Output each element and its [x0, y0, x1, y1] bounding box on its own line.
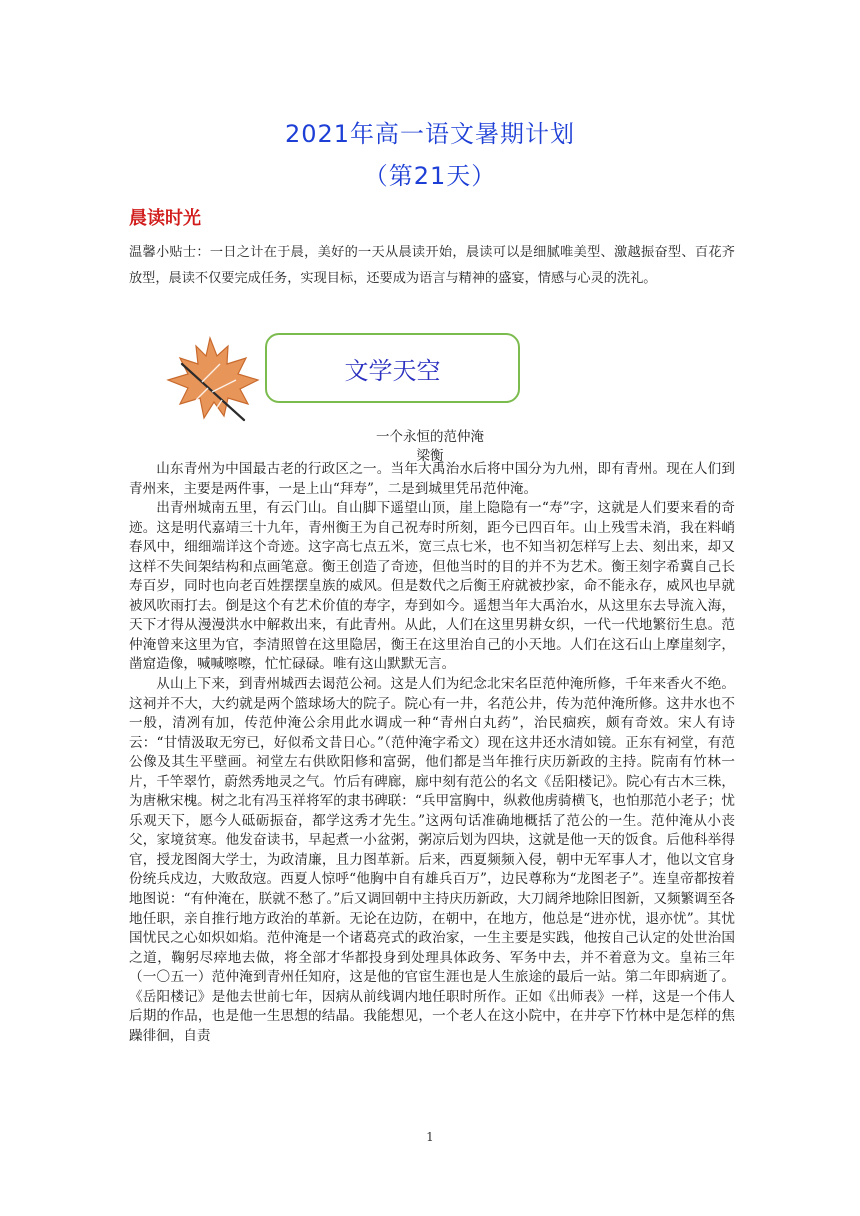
tip-paragraph: 温馨小贴士：一日之计在于晨，美好的一天从晨读开始，晨读可以是细腻唯美型、激越振奋型、百花齐放型，晨读不仅要完成任务，实现目标，还要成为语言与精神的盛宴，情感与心灵的洗礼。: [129, 245, 735, 286]
article-author: 梁衡: [416, 448, 444, 464]
article-paragraph: 从山上下来，到青州城西去谒范公祠。这是人们为纪念北宋名臣范仲淹所修，千年来香火不绝。这祠并不大，大约就是两个篮球场大的院子。院心有一井，名范公井，传为范仲淹所修。这井水也不一般，清冽有加，传范仲淹公余用此水调成一种“青州白丸药”，治民痼疾，颇有奇效。宋人有诗云：“甘情汲取无穷已，好似希文昔日心。”（范仲淹字希文）现在这井还水清如镜。正东有祠堂，有范公像及其生平壁画。祠堂左右供欧阳修和富弼，他们都是当年推行庆历新政的主持。院南有竹林一片，千竿翠竹，蔚然秀地灵之气。竹后有碑廊，廊中刻有范公的名文《岳阳楼记》。院心有古木三株，为唐楸宋槐。树之北有冯玉祥将军的隶书碑联：“兵甲富胸中，纵救他虏骑横飞，也怕那范小老子；忧乐观天下，愿今人砥砺振奋，都学这秀才先生。”这两句话准确地概括了范公的一生。范仲淹从小丧父，家境贫寒。他发奋读书，早起煮一小盆粥，粥凉后划为四块，这就是他一天的饭食。后他科举得官，授龙图阁大学士，为政清廉，且力图革新。后来，西夏频频入侵，朝中无军事人才，他以文官身份统兵戍边，大败敌寇。西夏人惊呼“他胸中自有雄兵百万”，边民尊称为“龙图老子”。连皇帝都按着地图说：“有仲淹在，朕就不愁了。”后又调回朝中主持庆历新政，大刀阔斧地除旧图新，又频繁调至各地任职，亲自推行地方政治的革新。无论在边防，在朝中，在地方，他总是“进亦忧，退亦忧”。其忧国忧民之心如炽如焰。范仲淹是一个诸葛亮式的政治家，一生主要是实践，他按自己认定的处世治国之道，鞠躬尽瘁地去做，将全部才华都投身到处理具体政务、军务中去，并不着意为文。皇祐三年（一〇五一）范仲淹到青州任知府，这是他的官宦生涯也是人生旅途的最后一站。第二年即病逝了。《岳阳楼记》是他去世前七年，因病从前线调内地任职时所作。正如《出师表》一样，这是一个伟人后期的作品，也是他一生思想的结晶。我能想见，一个老人在这小院中，在井亭下竹林中是怎样的焦躁徘徊，自责: [129, 676, 735, 1044]
banner-label: 文学天空: [344, 356, 441, 385]
page-number: 1: [426, 1130, 434, 1144]
article-body: [129, 460, 735, 1046]
document-subtitle: （第21天）: [363, 162, 497, 190]
article-paragraph: 山东青州为中国最古老的行政区之一。当年大禹治水后将中国分为九州，即有青州。现在人们到青州来，主要是两件事，一是上山“拜寿”，二是到城里凭吊范仲淹。: [129, 461, 735, 497]
article-paragraph: 出青州城南五里，有云门山。自山脚下遥望山顶，崖上隐隐有一“寿”字，这就是人们要来看的奇迹。这是明代嘉靖三十九年，青州衡王为自己祝寿时所刻，距今已四百年。山上残雪未消，我在料峭春风中，细细端详这个奇迹。这字高七点五米，宽三点七米，也不知当初怎样写上去、刻出来，却又这样不失间架结构和点画笔意。衡王创造了奇迹，但他当时的目的并不为艺术。衡王刻字希冀自己长寿百岁，同时也向老百姓摆摆皇族的威风。但是数代之后衡王府就被抄家，命不能永存，威风也早就被风吹雨打去。倒是这个有艺术价值的寿字，寿到如今。遥想当年大禹治水，从这里东去导流入海，天下才得从漫漫洪水中解救出来，有此青州。从此，人们在这里男耕女织，一代一代地繁衍生息。范仲淹曾来这里为官，李清照曾在这里隐居，衡王在这里治自己的小天地。人们在这石山上摩崖刻字，凿窟造像，喊喊嚓嚓，忙忙碌碌。唯有这山默默无言。: [129, 500, 735, 673]
maple-leaf-icon: [162, 334, 262, 426]
document-title: 2021年高一语文暑期计划: [284, 120, 576, 148]
article-title: 一个永恒的范仲淹: [376, 429, 484, 445]
section-heading: 晨读时光: [129, 208, 201, 229]
literature-banner: [265, 333, 520, 403]
